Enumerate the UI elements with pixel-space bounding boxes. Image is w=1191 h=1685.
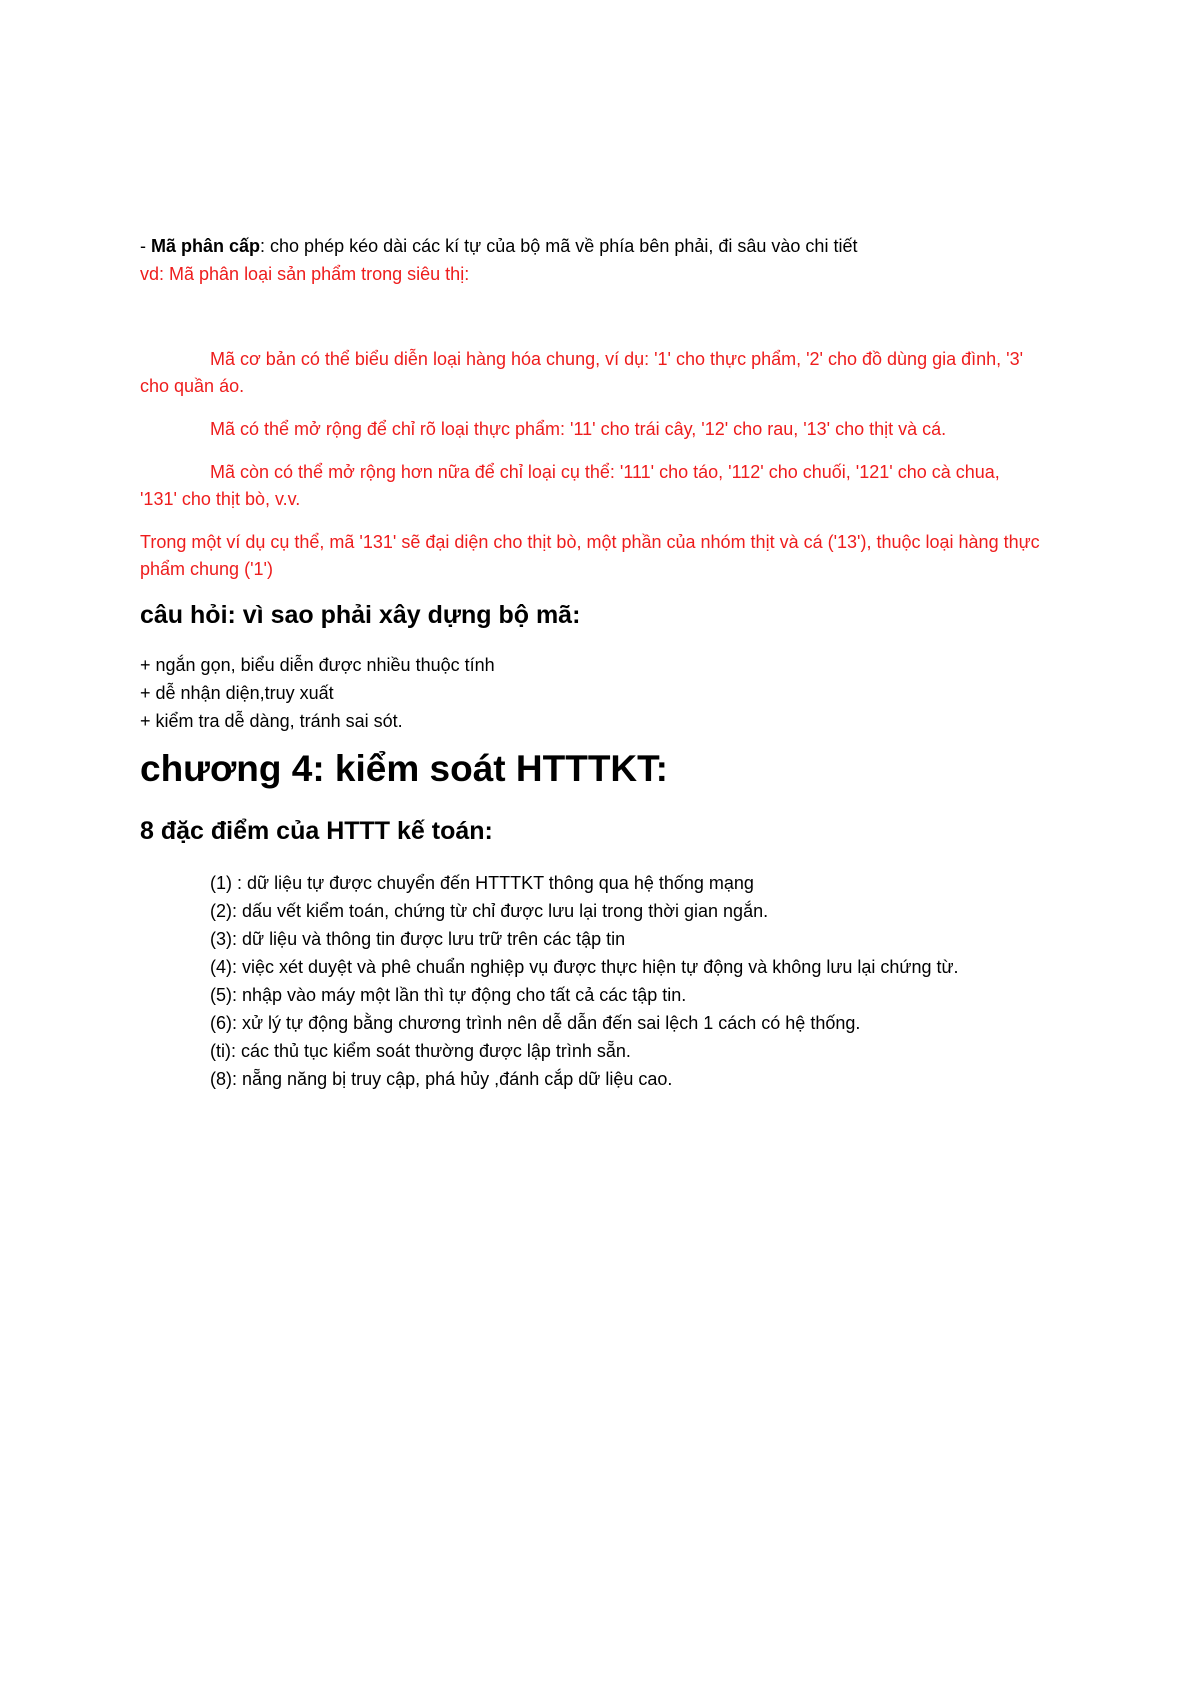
- spacer: [140, 633, 1040, 651]
- list-item: (ti): các thủ tục kiểm soát thường được lập trình sẵn.: [210, 1041, 631, 1061]
- list-item: (8): nẵng năng bị truy cập, phá hủy ,đánh cắp dữ liệu cao.: [210, 1069, 673, 1089]
- spacer: [140, 735, 1040, 743]
- characteristics-list: [140, 869, 1040, 1093]
- list-item: (6): xử lý tự động bằng chương trình nên dễ dẫn đến sai lệch 1 cách có hệ thống.: [210, 1013, 861, 1033]
- list-item: (4): việc xét duyệt và phê chuẩn nghiệp vụ được thực hiện tự động và không lưu lại chứng từ.: [210, 957, 959, 977]
- spacer: [140, 583, 1040, 597]
- spacer: [140, 795, 1040, 813]
- spacer: [140, 288, 1040, 346]
- example-intro: vd: Mã phân loại sản phẩm trong siêu thị:: [140, 264, 470, 284]
- definition-text: : cho phép kéo dài các kí tự của bộ mã về phía bên phải, đi sâu vào chi tiết: [260, 236, 858, 256]
- spacer: [140, 400, 1040, 416]
- example-line-2: Mã có thể mở rộng để chỉ rõ loại thực phẩm: '11' cho trái cây, '12' cho rau, '13' cho thịt và cá.: [210, 419, 947, 439]
- chapter-title: chương 4: kiểm soát HTTTKT:: [140, 748, 668, 789]
- list-item: (1) : dữ liệu tự được chuyển đến HTTTKT thông qua hệ thống mạng: [210, 873, 754, 893]
- list-item: (3): dữ liệu và thông tin được lưu trữ trên các tập tin: [210, 929, 626, 949]
- spacer: [140, 513, 1040, 529]
- example-conclusion: Trong một ví dụ cụ thể, mã '131' sẽ đại diện cho thịt bò, một phần của nhóm thịt và cá ('13'), thuộc loại hàng thực phẩm chung ('1'): [140, 532, 1040, 579]
- answer-item: + ngắn gọn, biểu diễn được nhiều thuộc tính: [140, 655, 495, 675]
- list-item: (5): nhập vào máy một lần thì tự động cho tất cả các tập tin.: [210, 985, 687, 1005]
- answer-item: + kiểm tra dễ dàng, tránh sai sót.: [140, 711, 403, 731]
- list-item: (2): dấu vết kiểm toán, chứng từ chỉ được lưu lại trong thời gian ngắn.: [210, 901, 769, 921]
- spacer: [140, 849, 1040, 869]
- document-body: [140, 232, 1040, 1093]
- chapter-subheading: 8 đặc điểm của HTTT kế toán:: [140, 817, 493, 845]
- example-line-3: Mã còn có thể mở rộng hơn nữa để chỉ loại cụ thể: '111' cho táo, '112' cho chuối, '121' cho cà chua, '131' cho thịt bò, v.v.: [140, 462, 1000, 509]
- example-line-1: Mã cơ bản có thể biểu diễn loại hàng hóa chung, ví dụ: '1' cho thực phẩm, '2' cho đồ dùng gia đình, '3' cho quần áo.: [140, 349, 1024, 396]
- question-heading: câu hỏi: vì sao phải xây dựng bộ mã:: [140, 601, 581, 629]
- definition-prefix: -: [140, 236, 151, 256]
- ma-phan-cap-definition: [140, 232, 1040, 260]
- answer-item: + dễ nhận diện,truy xuất: [140, 683, 334, 703]
- definition-term: Mã phân cấp: [151, 236, 261, 256]
- spacer: [140, 443, 1040, 459]
